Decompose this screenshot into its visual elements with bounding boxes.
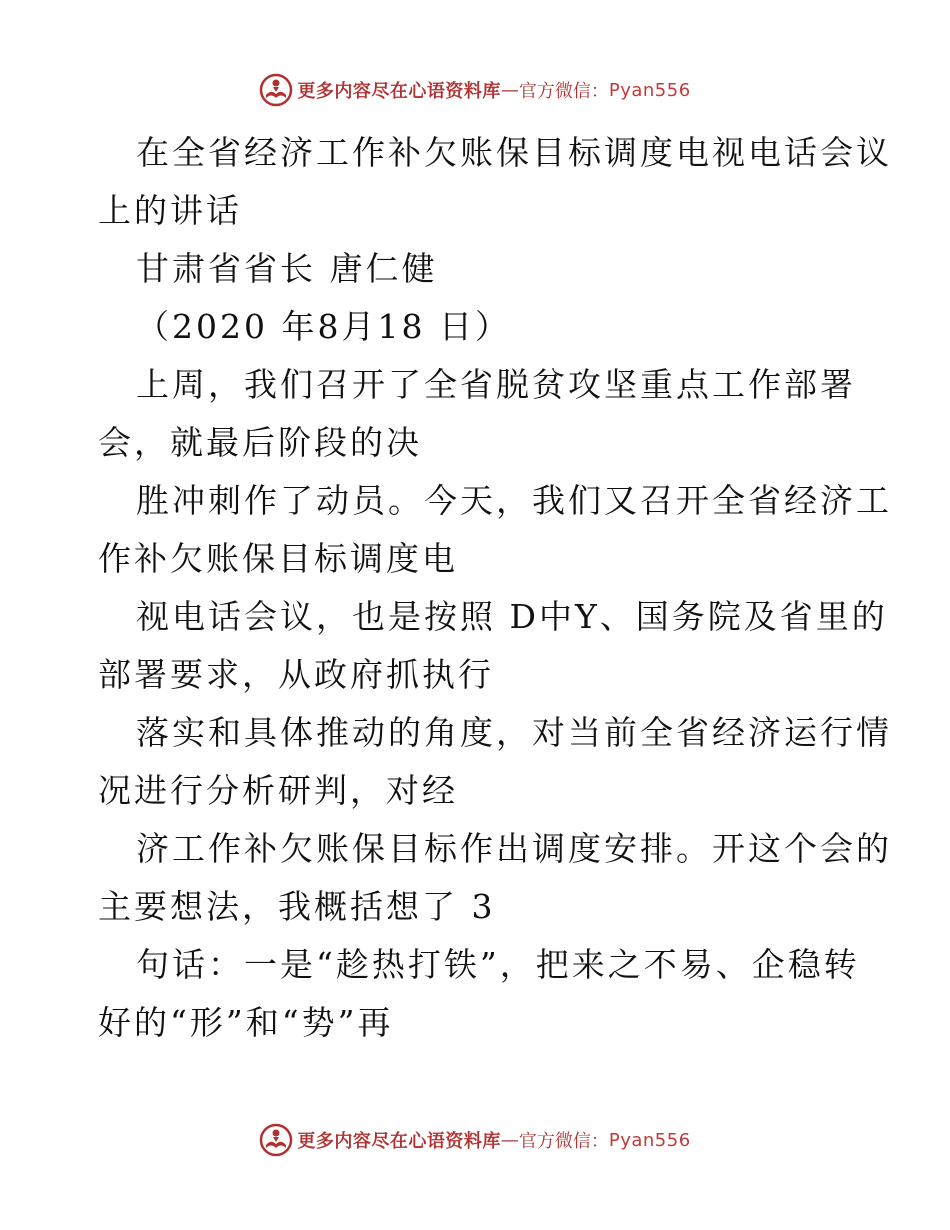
banner-wechat-label: 官方微信： [518,81,609,102]
header-banner [0,70,950,110]
banner-dash: — [500,79,519,101]
paragraph-line: 句话：一是“趁热打铁”，把来之不易、企稳转 [136,945,860,984]
paragraph-line: 部署要求，从政府抓执行 [98,655,494,694]
paragraph-line: 上周，我们召开了全省脱贫攻坚重点工作部署 [136,365,856,404]
banner-dash: — [500,1129,519,1151]
banner-wechat-id: Pyan556 [608,1129,691,1151]
reading-book-logo-icon [259,1123,293,1157]
banner-title: 更多内容尽在心语资料库 [297,1131,501,1152]
speaker-line: 甘肃省省长 唐仁健 [136,249,438,288]
date-line: （2020 年8月18 日） [136,307,511,346]
banner-wechat-id: Pyan556 [608,79,691,101]
document-body [98,124,892,1052]
paragraph-line: 会，就最后阶段的决 [98,423,422,462]
banner-wechat-label: 官方微信： [518,1131,609,1152]
paragraph-line: 主要想法，我概括想了 3 [98,887,496,926]
paragraph-line: 胜冲刺作了动员。今天，我们又召开全省经济工 [136,481,892,520]
footer-banner [0,1120,950,1160]
paragraph-line: 济工作补欠账保目标作出调度安排。开这个会的 [136,829,892,868]
reading-book-logo-icon [259,73,293,107]
banner-title: 更多内容尽在心语资料库 [297,81,501,102]
paragraph-line: 况进行分析研判，对经 [98,771,458,810]
paragraph-line: 视电话会议，也是按照 D中Y、国务院及省里的 [136,597,888,636]
document-title-line-1: 在全省经济工作补欠账保目标调度电视电话会议 [136,133,892,172]
paragraph-line: 好的“形”和“势”再 [98,1003,394,1042]
document-title-line-2: 上的讲话 [98,191,242,230]
paragraph-line: 作补欠账保目标调度电 [98,539,458,578]
paragraph-line: 落实和具体推动的角度，对当前全省经济运行情 [136,713,892,752]
